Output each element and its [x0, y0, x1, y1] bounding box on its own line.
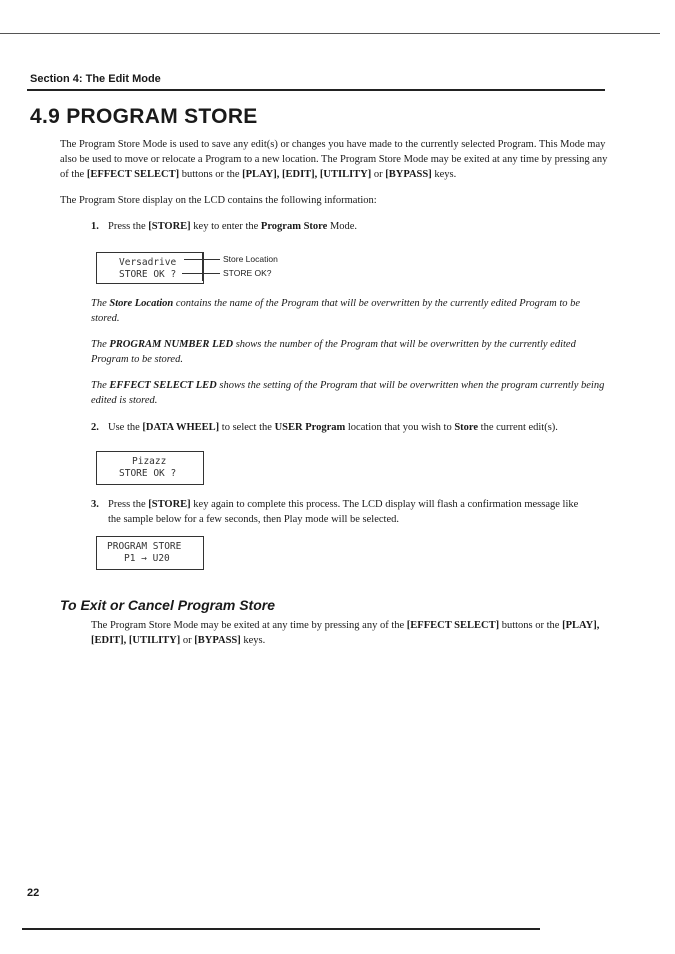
note-program-number-led: The PROGRAM NUMBER LED shows the number of the Program that will be overwritten by the currently edited Program to be stored. — [91, 339, 576, 365]
emphasis: [STORE] — [148, 499, 191, 510]
subheading-exit: To Exit or Cancel Program Store — [60, 597, 275, 613]
lcd-display-confirmation — [96, 536, 204, 570]
step-number: 1. — [91, 221, 99, 232]
step-3 — [91, 497, 607, 527]
callout-store-ok: STORE OK? — [223, 268, 272, 278]
intro-paragraph-2: The Program Store display on the LCD contains the following information: — [60, 195, 377, 206]
note-effect-select-led: The EFFECT SELECT LED shows the setting of the Program that will be overwritten when the program currently being edited is stored. — [91, 380, 605, 406]
step-number: 3. — [91, 499, 99, 510]
lcd-line-2: P1 → U20 — [124, 553, 170, 564]
emphasis: PROGRAM NUMBER LED — [109, 339, 234, 350]
lcd-line-1: Pizazz — [132, 456, 167, 467]
callout-store-location: Store Location — [223, 254, 278, 264]
lcd-line-2: STORE OK ? — [119, 468, 177, 479]
bottom-rule — [22, 928, 540, 930]
page-number: 22 — [27, 887, 40, 899]
lcd-display-selected-program — [96, 451, 204, 485]
lcd-line-1: PROGRAM STORE — [107, 541, 182, 552]
step-text: Press the [STORE] key to enter the Program Store Mode. — [108, 221, 358, 232]
step-1 — [91, 219, 607, 234]
step-number: 2. — [91, 422, 99, 433]
section-rule — [27, 89, 605, 91]
step-2 — [91, 420, 607, 435]
step-text: Press the [STORE] key again to complete this process. The LCD display will flash a confirmation message like — [108, 499, 579, 510]
emphasis: Store Location — [109, 298, 174, 309]
emphasis: [EFFECT SELECT] — [86, 169, 180, 180]
emphasis: Store — [454, 422, 479, 433]
emphasis: [PLAY], [EDIT], [UTILITY] — [242, 169, 372, 180]
step-text: Use the [DATA WHEEL] to select the USER Program location that you wish to Store the current edit(s). — [108, 422, 558, 433]
callout-connector — [202, 253, 203, 281]
emphasis: [BYPASS] — [385, 169, 432, 180]
emphasis: [EFFECT SELECT] — [406, 620, 500, 631]
lcd-display-store-location — [96, 252, 204, 284]
emphasis: [PLAY], [EDIT], [UTILITY] — [91, 620, 600, 646]
exit-paragraph: The Program Store Mode may be exited at any time by pressing any of the [EFFECT SELECT] buttons or the [PLAY], [EDIT], [UTILITY] or [BYPASS] keys. — [91, 620, 600, 646]
emphasis: [DATA WHEEL] — [142, 422, 220, 433]
emphasis: [BYPASS] — [194, 635, 241, 646]
emphasis: USER Program — [274, 422, 346, 433]
lcd-line-1: Versadrive — [119, 257, 177, 268]
lcd-line-2: STORE OK ? — [119, 269, 177, 280]
emphasis: EFFECT SELECT LED — [109, 380, 217, 391]
emphasis: [STORE] — [148, 221, 191, 232]
step-text-continued: the sample below for a few seconds, then Play mode will be selected. — [108, 514, 399, 525]
note-store-location: The Store Location contains the name of the Program that will be overwritten by the currently edited Program to be stored. — [91, 298, 581, 324]
section-label: Section 4: The Edit Mode — [30, 73, 161, 85]
intro-paragraph-1: The Program Store Mode is used to save any edit(s) or changes you have made to the currently selected Program. This Mode may also be used to move or relocate a Program to a new location. The Program Store Mode may be exited at any time by pressing any of the [EFFECT SELECT] buttons or the [PLAY], [EDIT], [UTILITY] or [BYPASS] keys. — [60, 139, 608, 180]
top-rule — [0, 33, 660, 34]
emphasis: Program Store — [260, 221, 328, 232]
page-title: 4.9 PROGRAM STORE — [30, 105, 258, 128]
callout-line — [182, 273, 220, 274]
